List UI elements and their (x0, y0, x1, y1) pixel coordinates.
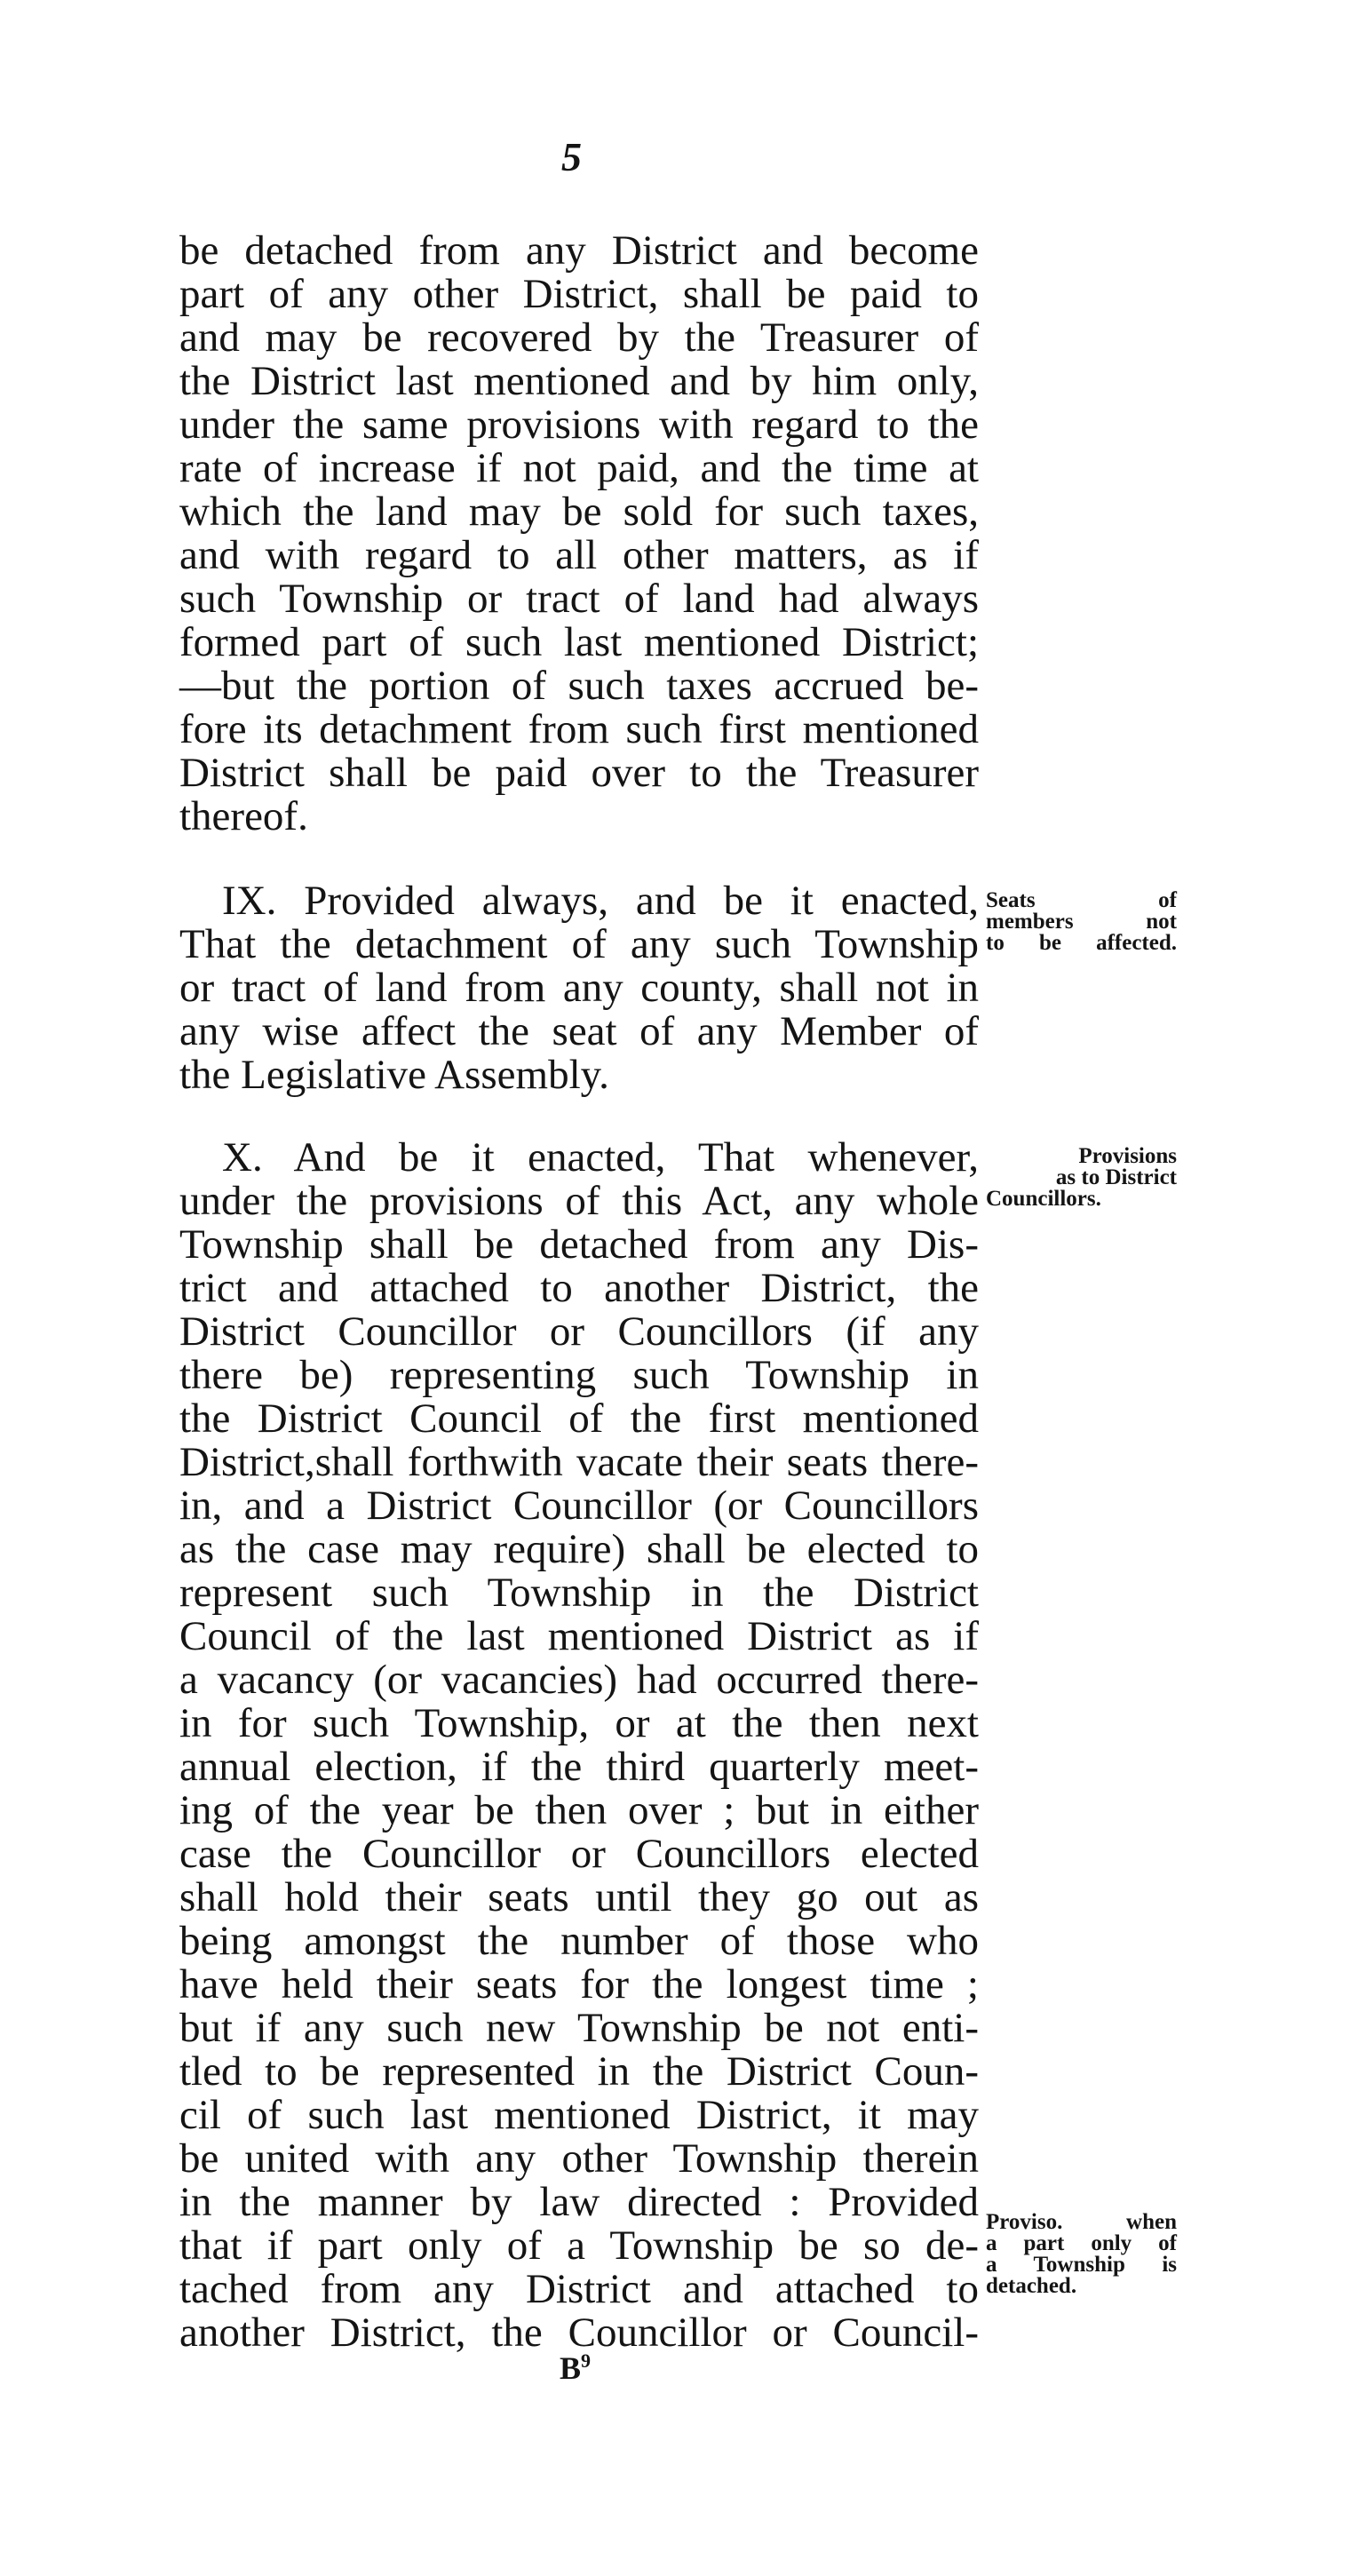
text-line: be united with any other Township therein (179, 2135, 979, 2182)
margin-note-seats (986, 890, 1177, 954)
text-line: formed part of such last mentioned District; (179, 619, 979, 665)
text-line: Township shall be detached from any Dis- (179, 1221, 979, 1268)
text-line: but if any such new Township be not enti- (179, 2005, 979, 2051)
text-line: rate of increase if not paid, and the time at (179, 445, 979, 491)
text-line: which the land may be sold for such taxes, (179, 489, 979, 535)
text-line: Council of the last mentioned District as if (179, 1613, 979, 1659)
text-line: or tract of land from any county, shall not in (179, 965, 979, 1011)
text-line: District,shall forthwith vacate their seats there- (179, 1439, 979, 1485)
text-line: trict and attached to another District, the (179, 1265, 979, 1311)
text-line: there be) representing such Township in (179, 1352, 979, 1398)
text-line: the District Council of the first mentioned (179, 1395, 979, 1442)
text-line: tached from any District and attached to (179, 2266, 979, 2312)
margin-note-line: Proviso. when (986, 2210, 1177, 2234)
section-ix (179, 879, 979, 1097)
margin-note-line: a part only of (986, 2231, 1177, 2255)
margin-note-line: Provisions (1078, 1144, 1177, 1168)
text-line: be detached from any District and become (179, 227, 979, 274)
text-line: any wise affect the seat of any Member of (179, 1008, 979, 1054)
text-line: annual election, if the third quarterly meet- (179, 1744, 979, 1790)
text-line: ing of the year be then over ; but in either (179, 1787, 979, 1833)
margin-note-line: Seats of (986, 888, 1177, 912)
text-line: That the detachment of any such Township (179, 921, 979, 967)
margin-note-line: Councillors. (986, 1187, 1101, 1211)
text-line: under the same provisions with regard to the (179, 402, 979, 448)
text-line: under the provisions of this Act, any whole (179, 1178, 979, 1224)
text-line: in, and a District Councillor (or Councillors (179, 1483, 979, 1529)
text-line: such Township or tract of land had always (179, 576, 979, 622)
signature-number: 9 (581, 2349, 592, 2372)
text-line: fore its detachment from such first mentioned (179, 706, 979, 752)
margin-note-line: detached. (986, 2274, 1077, 2298)
signature-letter: B (560, 2350, 582, 2386)
paragraph-continuation (179, 229, 979, 839)
margin-note-line: members not (986, 910, 1177, 934)
text-line: District Councillor or Councillors (if any (179, 1308, 979, 1355)
text-line: part of any other District, shall be paid to (179, 271, 979, 317)
text-line: represent such Township in the District (179, 1570, 979, 1616)
page-number: 5 (561, 134, 582, 179)
signature-mark (560, 2349, 591, 2387)
text-line: as the case may require) shall be elected to (179, 1526, 979, 1572)
section-x (179, 1136, 979, 2355)
text-line: thereof. (179, 793, 308, 839)
text-line: in the manner by law directed : Provided (179, 2179, 979, 2225)
text-line: being amongst the number of those who (179, 1918, 979, 1964)
text-line: and may be recovered by the Treasurer of (179, 314, 979, 361)
text-line: —but the portion of such taxes accrued be- (179, 663, 979, 709)
text-line: in for such Township, or at the then next (179, 1700, 979, 1746)
margin-note-proviso (986, 2212, 1177, 2297)
text-line: cil of such last mentioned District, it may (179, 2092, 979, 2138)
text-line: a vacancy (or vacancies) had occurred there- (179, 1657, 979, 1703)
text-line: and with regard to all other matters, as if (179, 532, 979, 578)
text-line: IX. Provided always, and be it enacted, (222, 878, 979, 924)
text-line: another District, the Councillor or Council- (179, 2310, 979, 2356)
text-line: tled to be represented in the District Coun- (179, 2048, 979, 2095)
text-line: the District last mentioned and by him only, (179, 358, 979, 404)
margin-note-line: a Township is (986, 2253, 1177, 2277)
margin-note-provisions (986, 1146, 1177, 1210)
margin-note-line: to be affected. (986, 931, 1177, 955)
text-line: District shall be paid over to the Treasurer (179, 750, 979, 796)
text-line: case the Councillor or Councillors elected (179, 1831, 979, 1877)
text-line: shall hold their seats until they go out as (179, 1874, 979, 1920)
text-line: that if part only of a Township be so de- (179, 2222, 979, 2269)
text-line: X. And be it enacted, That whenever, (222, 1134, 979, 1181)
margin-note-line: as to District (1055, 1165, 1177, 1189)
text-line: the Legislative Assembly. (179, 1052, 609, 1098)
text-line: have held their seats for the longest time ; (179, 1961, 979, 2008)
